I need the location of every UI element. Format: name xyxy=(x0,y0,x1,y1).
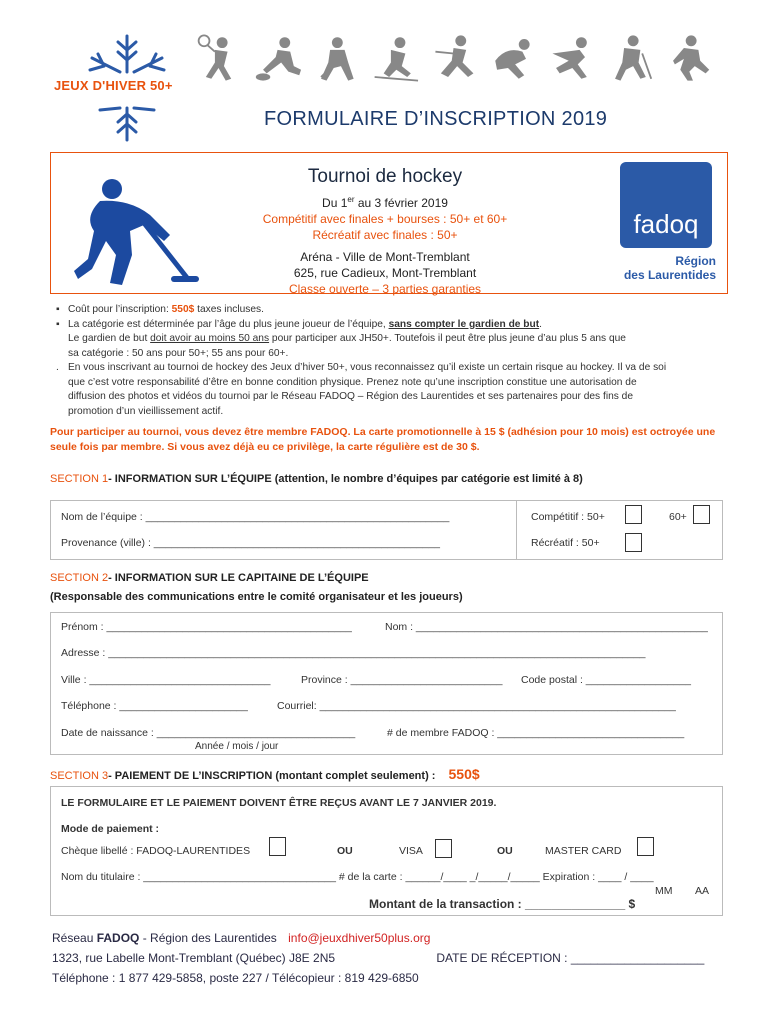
skater-icon xyxy=(547,31,598,85)
sixty-label: 60+ xyxy=(669,511,687,523)
section1-divider xyxy=(516,501,517,559)
member-number-field[interactable]: # de membre FADOQ : ________________________________ xyxy=(387,727,685,739)
section2-heading: SECTION 2- INFORMATION SUR LE CAPITAINE DE L’ÉQUIPE xyxy=(50,572,369,584)
lastname-field[interactable]: Nom : __________________________________________________ xyxy=(385,621,708,633)
info-bullets xyxy=(54,303,720,419)
team-name-field[interactable]: Nom de l’équipe : ____________________________________________________ xyxy=(61,511,450,523)
jeux-dhiver-logo xyxy=(52,28,202,148)
section3-box xyxy=(50,786,723,916)
transaction-amount-field[interactable]: Montant de la transaction : _______________ $ xyxy=(369,897,636,911)
event-recreational: Récréatif avec finales : 50+ xyxy=(312,228,458,242)
section1-heading: SECTION 1- INFORMATION SUR L’ÉQUIPE (attention, le nombre d’équipes par catégorie est limité à 8) xyxy=(50,473,583,485)
mastercard-checkbox[interactable] xyxy=(637,837,654,856)
speed-skater-icon xyxy=(488,31,539,85)
postal-code-field[interactable]: Code postal : __________________ xyxy=(521,674,691,686)
footer xyxy=(52,928,704,988)
footer-email-link[interactable]: info@jeuxdhiver50plus.org xyxy=(288,931,431,945)
card-holder-field[interactable]: Nom du titulaire : _________________________________ # de la carte : ______/____ _/_____/_____ Expiration : ____ / ____ xyxy=(61,871,654,883)
province-field[interactable]: Province : __________________________ xyxy=(301,674,503,686)
event-title: Tournoi de hockey xyxy=(307,166,463,187)
competitive-label: Compétitif : 50+ xyxy=(531,511,605,523)
bullet-risk-line2: que c’est votre responsabilité d’être en bonne condition physique. Prenez note qu’une inscription constitue une autorisation de xyxy=(68,376,637,388)
city-field[interactable]: Ville : _______________________________ xyxy=(61,674,271,686)
event-dates: Du 1er au 3 février 2019 xyxy=(322,195,448,210)
payment-mode-label: Mode de paiement : xyxy=(61,823,160,835)
membership-note: Pour participer au tournoi, vous devez être membre FADOQ. La carte promotionnelle à 15 $ (adhésion pour 10 mois) est octroyée une seule fois par membre. Si vous avez déjà eu ce privilège, la carte régulière est de 30 $. xyxy=(50,426,716,453)
curling-player-icon xyxy=(254,31,305,85)
bullet-goalie-ages: sa catégorie : 50 ans pour 50+; 55 ans pour 60+. xyxy=(68,347,289,359)
cheque-checkbox[interactable] xyxy=(269,837,286,856)
or-label-2: OU xyxy=(497,845,513,857)
sports-icons-row xyxy=(195,28,715,88)
phone-field[interactable]: Téléphone : ______________________ xyxy=(61,700,248,712)
aa-label: AA xyxy=(695,885,710,897)
origin-field[interactable]: Provenance (ville) : _________________________________________________ xyxy=(61,537,440,549)
form-title: FORMULAIRE D’INSCRIPTION 2019 xyxy=(264,108,608,130)
firstname-field[interactable]: Prénom : __________________________________________ xyxy=(61,621,352,633)
bullet-risk-line4: promotion d’un vieillissement actif. xyxy=(68,405,224,417)
section2-subtitle: (Responsable des communications entre le comité organisateur et les joueurs) xyxy=(50,591,463,603)
section3-heading: SECTION 3- PAIEMENT DE L’INSCRIPTION (montant complet seulement) : 550$ xyxy=(50,766,480,782)
fadoq-logo: fadoq xyxy=(620,162,712,248)
visa-label: VISA xyxy=(399,845,423,857)
recreational-label: Récréatif : 50+ xyxy=(531,537,600,549)
event-class: Classe ouverte – 3 parties garanties xyxy=(288,282,482,296)
birthdate-field[interactable]: Date de naissance : __________________________________ xyxy=(61,727,356,739)
logo-text: JEUX D'HIVER 50+ xyxy=(54,78,173,93)
hockey-player-small-icon xyxy=(606,31,657,85)
mm-label: MM xyxy=(655,885,673,897)
hockey-player-icon xyxy=(70,175,200,290)
bullet-price: ▪ Coût pour l’inscription: 550$ taxes incluses. xyxy=(56,304,264,315)
competitive-60-checkbox[interactable] xyxy=(693,505,710,524)
visa-checkbox[interactable] xyxy=(435,839,452,858)
snowshoer-icon xyxy=(430,31,481,85)
cheque-label: Chèque libellé : FADOQ-LAURENTIDES xyxy=(61,845,251,857)
or-label-1: OU xyxy=(337,845,353,857)
birthdate-hint: Année / mois / jour xyxy=(195,741,279,752)
event-venue: Aréna - Ville de Mont-Tremblant xyxy=(300,250,470,264)
footer-phone: Téléphone : 1 877 429-5858, poste 227 / Télécopieur : 819 429-6850 xyxy=(52,971,419,985)
address-field[interactable]: Adresse : ____________________________________________________________________________________________ xyxy=(61,647,646,659)
bullet-risk-line3: diffusion des photos et vidéos du tournoi par le Réseau FADOQ – Région des Laurentides et ses partenaires pour des fins de xyxy=(68,391,633,402)
reception-date-field[interactable]: DATE DE RÉCEPTION : ____________________ xyxy=(436,951,705,965)
skier-icon xyxy=(371,31,422,85)
footer-address-row: 1323, rue Labelle Mont-Tremblant (Québec) J8E 2N5 DATE DE RÉCEPTION : ____________________ xyxy=(52,951,705,965)
event-info xyxy=(230,165,540,297)
mastercard-label: MASTER CARD xyxy=(545,845,622,857)
payment-amount: 550$ xyxy=(448,766,480,782)
section1-box xyxy=(50,500,723,560)
event-address: 625, rue Cadieux, Mont-Tremblant xyxy=(293,266,477,280)
recreational-50-checkbox[interactable] xyxy=(625,533,642,552)
bullet-goalie: Le gardien de but doit avoir au moins 50 ans pour participer aux JH50+. Toutefois il peut être plus jeune d’au plus 5 ans que xyxy=(68,333,626,344)
email-field[interactable]: Courriel: _____________________________________________________________ xyxy=(277,700,676,712)
footer-org: Réseau FADOQ - Région des Laurentides info@jeuxdhiver50plus.org xyxy=(52,931,431,945)
competitive-50-checkbox[interactable] xyxy=(625,505,642,524)
curling-sweeper-icon xyxy=(312,31,363,85)
fadoq-region: Région des Laurentides xyxy=(623,254,716,282)
tennis-player-icon xyxy=(195,31,246,85)
bullet-category: ▪ La catégorie est déterminée par l’âge du plus jeune joueur de l’équipe, sans compter le gardien de but. xyxy=(56,318,542,330)
runner-icon xyxy=(664,31,715,85)
bullet-risk: . En vous inscrivant au tournoi de hockey des Jeux d’hiver 50+, vous reconnaissez qu’il existe un certain risque au hockey. Il va de soi xyxy=(56,362,667,373)
payment-deadline: LE FORMULAIRE ET LE PAIEMENT DOIVENT ÊTRE REÇUS AVANT LE 7 JANVIER 2019. xyxy=(61,797,497,809)
event-competitive: Compétitif avec finales + bourses : 50+ et 60+ xyxy=(262,212,508,226)
section2-box xyxy=(50,612,723,755)
